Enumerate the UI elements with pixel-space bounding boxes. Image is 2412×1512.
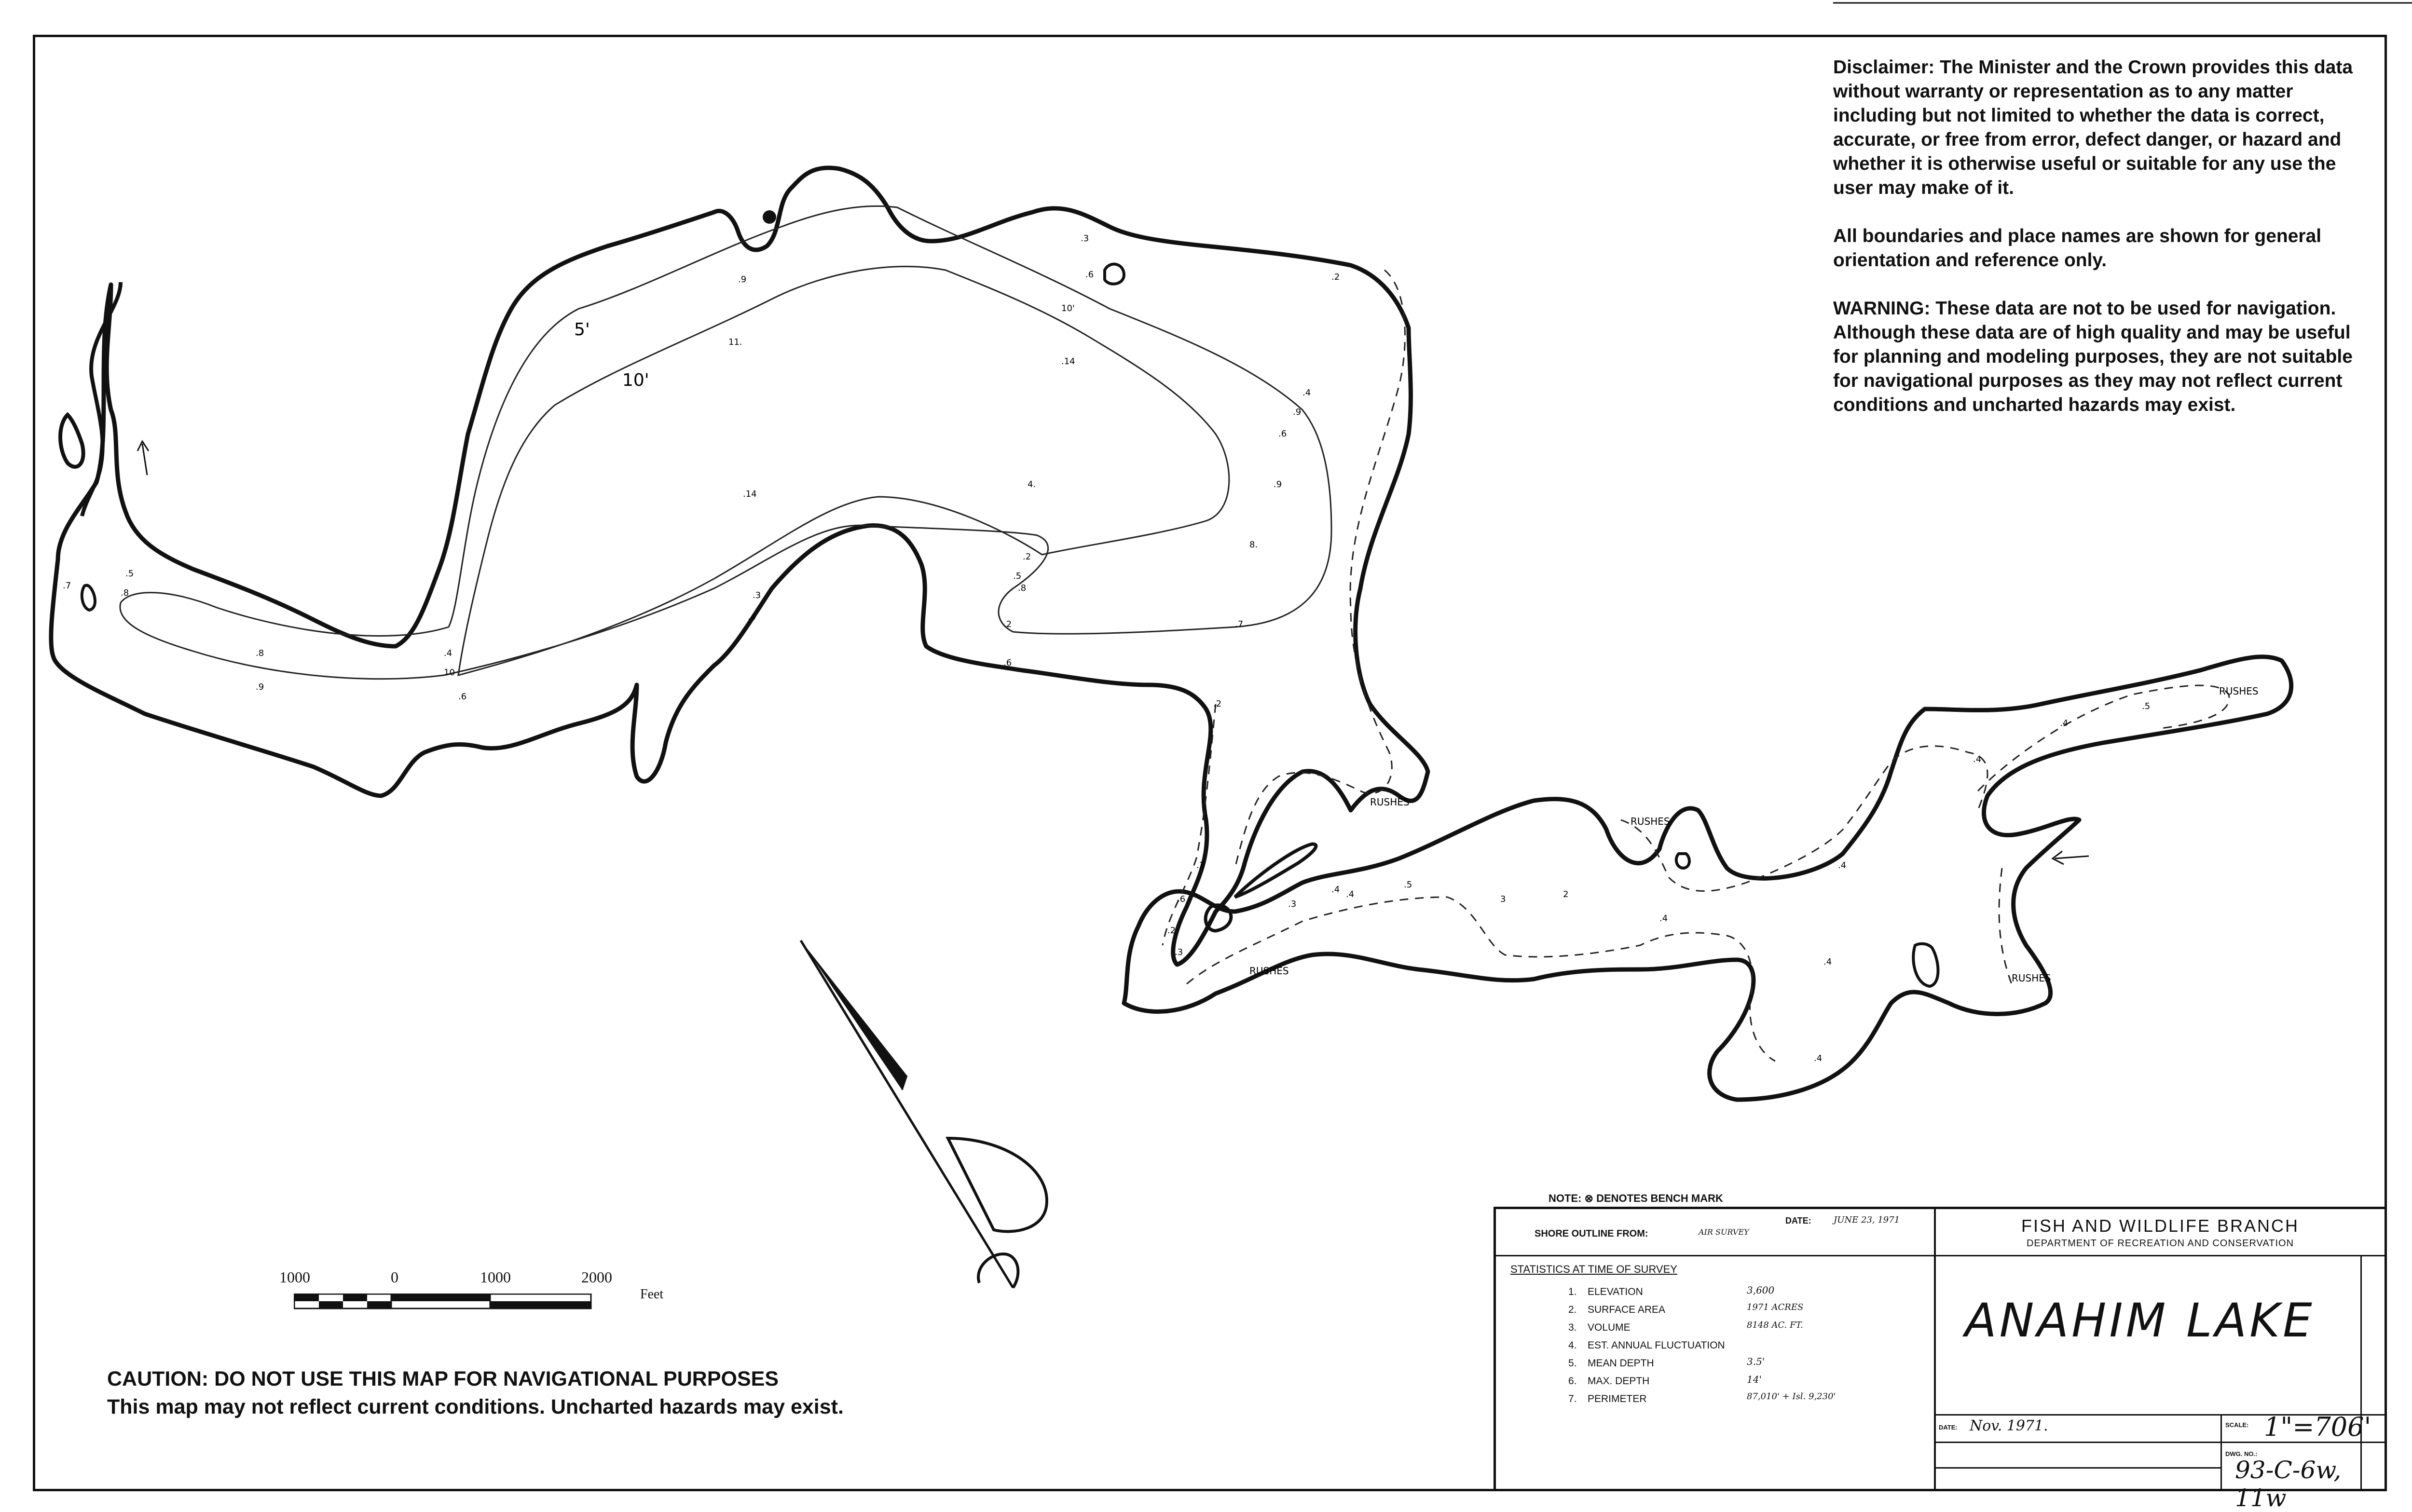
shore-outline-value: AIR SURVEY [1699, 1227, 1749, 1237]
stat-value: 1971 ACRES [1747, 1302, 1804, 1312]
stat-value: 14' [1747, 1374, 1762, 1385]
sounding: .3 [1288, 899, 1297, 909]
flow-arrow-north [137, 441, 149, 475]
sounding: .3 [1196, 860, 1205, 871]
divider [2220, 1414, 2222, 1442]
scale-label: 0 [391, 1268, 398, 1286]
branch-name: FISH AND WILDLIFE BRANCH [2021, 1216, 2300, 1236]
rushes-label: RUSHES [2012, 972, 2051, 984]
bench-mark-note: NOTE: ⊗ DENOTES BENCH MARK [1549, 1192, 1723, 1204]
sounding: .3 [1081, 233, 1089, 244]
sounding: 10 [444, 667, 455, 678]
contour-5ft [120, 206, 1331, 679]
sounding: .4 [748, 612, 756, 622]
sounding: .4 [2060, 718, 2069, 728]
stat-number: 6. [1568, 1376, 1577, 1387]
island-west [82, 586, 95, 610]
caution-heading: CAUTION: DO NOT USE THIS MAP FOR NAVIGATIONAL PURPOSES [107, 1367, 779, 1390]
title-block-right [1936, 1209, 2385, 1512]
scale-bar-graphic [294, 1294, 593, 1310]
caution-block [107, 1365, 844, 1421]
survey-date: JUNE 23, 1971 [1834, 1215, 1900, 1225]
stat-number: 3. [1568, 1322, 1577, 1333]
flow-arrow-east [2053, 851, 2089, 864]
stat-value: 87,010' + Isl. 9,230' [1747, 1391, 1836, 1402]
sounding: .8 [121, 588, 129, 598]
scale-label: SCALE: [2225, 1421, 2249, 1429]
shoreline-east-basin [1124, 657, 2291, 1100]
sounding: .7 [63, 581, 71, 591]
sounding: .4 [1346, 889, 1355, 899]
divider [2220, 1442, 2222, 1489]
stat-number: 7. [1568, 1393, 1577, 1404]
sounding: .4 [1302, 388, 1311, 398]
sounding: .4 [444, 648, 452, 658]
title-block-left [1496, 1209, 1936, 1489]
scale-label: 1000 [480, 1268, 511, 1286]
sounding: .4 [1814, 1053, 1823, 1063]
sounding: .6 [1003, 658, 1012, 668]
sounding: .6 [1177, 894, 1186, 904]
stat-label: MEAN DEPTH [1588, 1358, 1654, 1369]
rushes-label: RUSHES [2219, 685, 2259, 697]
sounding: 11. [728, 337, 742, 347]
sounding: 4. [1028, 479, 1036, 490]
stat-number: 1. [1568, 1286, 1577, 1297]
caution-subtext: This map may not reflect current conditions. Uncharted hazards may exist. [107, 1395, 844, 1418]
stat-number: 2. [1568, 1304, 1577, 1315]
drawn-date-label: DATE: [1939, 1424, 1958, 1431]
sounding: .9 [738, 274, 747, 285]
sounding: .2 [1331, 272, 1340, 282]
sounding: .14 [1061, 356, 1075, 367]
date-label: DATE: [1785, 1216, 1811, 1226]
rushes-label: RUSHES [1370, 796, 1410, 808]
sounding: .3 [1175, 947, 1183, 957]
shoal-dashed-north [1235, 270, 1405, 868]
island-north [1105, 264, 1124, 284]
divider [1936, 1255, 2385, 1256]
disclaimer-warning: WARNING: These data are not to be used for navigation. Although these data are of high quality and may be useful for planning and modeling purposes, they are not suitable for navigational purposes as they may not reflect current conditions and uncharted hazards may exist. [1833, 298, 2353, 415]
sounding: .5 [125, 569, 134, 579]
sounding: .4 [1331, 885, 1340, 895]
stat-number: 5. [1568, 1358, 1577, 1369]
disclaimer-block [1833, 55, 2364, 441]
stat-label: ELEVATION [1588, 1286, 1643, 1297]
sounding: .2 [1003, 619, 1012, 629]
stat-label: SURFACE AREA [1588, 1304, 1666, 1315]
island-east-2 [1913, 944, 1938, 986]
sounding: .6 [1278, 429, 1287, 439]
sounding: .5 [1404, 880, 1412, 890]
sounding: .4 [1823, 957, 1832, 967]
scale-label: 1000 [279, 1268, 310, 1286]
sounding: .6 [458, 692, 467, 702]
sounding: .3 [753, 590, 761, 600]
sounding: 8. [1249, 540, 1258, 550]
sounding: 2 [1563, 889, 1569, 899]
rushes-label: RUSHES [1249, 965, 1289, 977]
sounding: .4 [1659, 913, 1668, 924]
sounding: 3 [1500, 894, 1506, 904]
shoreline-west-basin [51, 168, 1428, 965]
north-arrow [801, 940, 1047, 1288]
sounding: .4 [1973, 754, 1982, 764]
stat-value: 3.5' [1747, 1356, 1765, 1367]
dwg-label: DWG. NO.: [2225, 1450, 2258, 1458]
sounding: .9 [1274, 479, 1282, 490]
stat-label: VOLUME [1588, 1322, 1631, 1333]
stat-label: EST. ANNUAL FLUCTUATION [1588, 1340, 1725, 1351]
sounding: .14 [743, 489, 757, 499]
sounding: .2 [1213, 699, 1222, 709]
stats-heading: STATISTICS AT TIME OF SURVEY [1510, 1263, 1677, 1275]
sounding: .9 [1293, 407, 1302, 417]
disclaimer-paragraph: Disclaimer: The Minister and the Crown provides this data without warranty or representation as to any matter including but not limited to whether the data is correct, accurate, or free from error, defect danger, or hazard and whether it is otherwise useful or suitable for any use the user may make of it. [1833, 57, 2353, 198]
drawing-number: 93-C-6w, 11w [2235, 1456, 2342, 1512]
bench-mark-symbol [763, 210, 776, 224]
sounding: .7 [1235, 619, 1244, 629]
stat-value: 8148 AC. FT. [1747, 1320, 1803, 1330]
title-block [1494, 1207, 2387, 1512]
sounding: .5 [2142, 701, 2151, 711]
stat-number: 4. [1568, 1340, 1577, 1351]
island-east-1 [1676, 854, 1689, 868]
sounding: .8 [256, 648, 264, 658]
map-scale: 1"=706' [2264, 1412, 2371, 1442]
sounding: .5 [1013, 571, 1022, 581]
disclaimer-boundaries: All boundaries and place names are shown for general orientation and reference only. [1833, 226, 2322, 271]
divider [1496, 1255, 1934, 1256]
stat-value: 3,600 [1747, 1284, 1775, 1296]
divider [1936, 1467, 2220, 1469]
divider [2360, 1255, 2362, 1489]
stat-label: MAX. DEPTH [1588, 1376, 1650, 1387]
sounding: .9 [256, 682, 264, 692]
inlet-loop [60, 415, 83, 467]
lake-name: ANAHIM LAKE [1965, 1294, 2315, 1348]
scale-unit: Feet [640, 1287, 664, 1302]
sounding: .2 [1167, 926, 1176, 936]
sounding: .2 [1023, 552, 1031, 562]
drawn-date: Nov. 1971. [1970, 1417, 2048, 1434]
sounding: .4 [1838, 860, 1847, 871]
scale-label: 2000 [581, 1268, 612, 1286]
sounding: .6 [1085, 270, 1094, 280]
contour-label-5ft: 5' [574, 320, 590, 340]
rushes-label: RUSHES [1631, 816, 1670, 827]
contour-label-10ft: 10' [622, 370, 649, 390]
sounding: .8 [1018, 583, 1027, 593]
sounding: 10' [1061, 303, 1075, 313]
department-name: DEPARTMENT OF RECREATION AND CONSERVATION [2026, 1238, 2294, 1249]
stat-label: PERIMETER [1588, 1393, 1647, 1404]
shore-outline-label: SHORE OUTLINE FROM: [1535, 1228, 1648, 1239]
inlet-stream-northwest [82, 282, 121, 516]
